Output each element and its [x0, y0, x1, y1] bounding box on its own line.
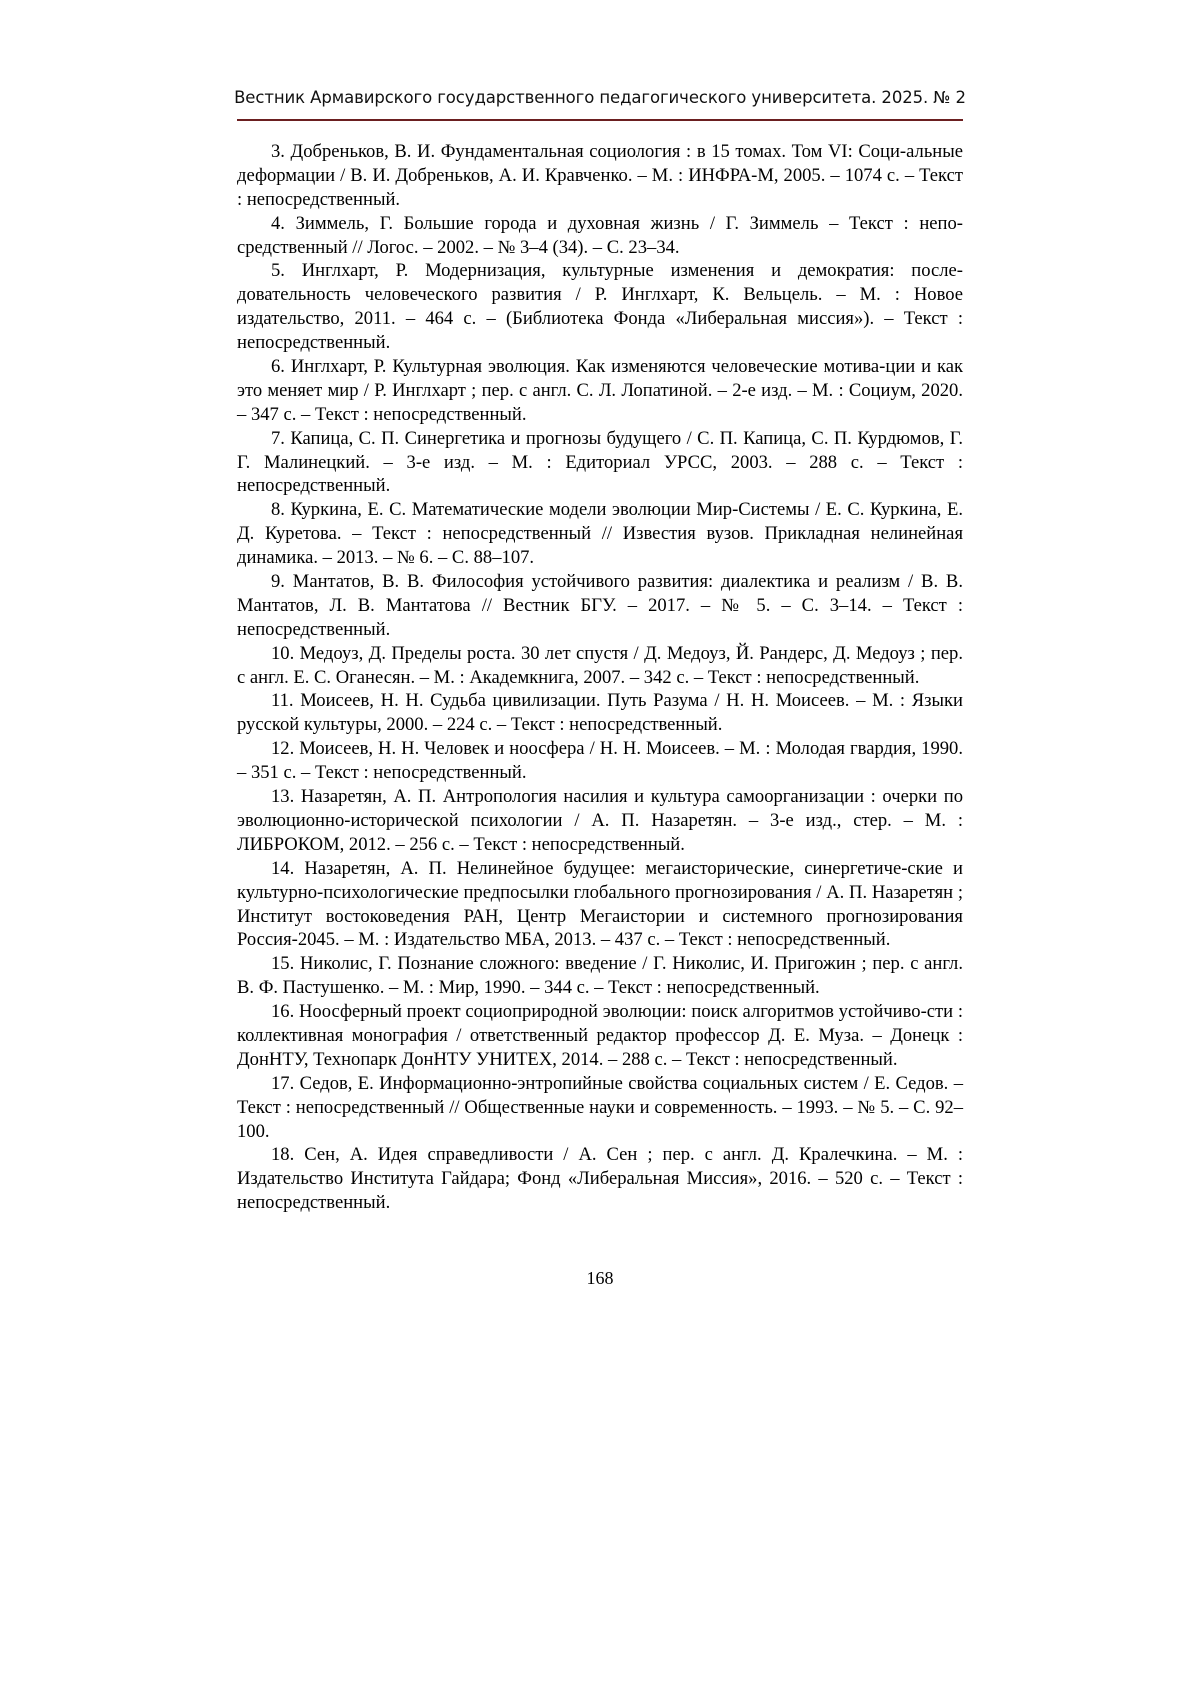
reference-item: 4. Зиммель, Г. Большие города и духовная жизнь / Г. Зиммель – Текст : непо-средственный // Логос. – 2002. – № 3–4 (34). – С. 23–34.	[237, 212, 963, 258]
reference-item: 5. Инглхарт, Р. Модернизация, культурные изменения и демократия: после-довательность человеческого развития / Р. Инглхарт, К. Вельцель. – М. : Новое издательство, 2011. – 464 с. – (Библиотека Фонда «Либеральная миссия»). – Текст : непосредственный.	[237, 260, 963, 354]
reference-item: 10. Медоуз, Д. Пределы роста. 30 лет спустя / Д. Медоуз, Й. Рандерс, Д. Медоуз ; пер. с англ. Е. С. Оганесян. – М. : Академкнига, 2007. – 342 с. – Текст : непосредственный.	[237, 642, 963, 688]
running-head: Вестник Армавирского государственного педагогического университета. 2025. № 2	[234, 88, 966, 107]
reference-item: 12. Моисеев, Н. Н. Человек и ноосфера / Н. Н. Моисеев. – М. : Молодая гвардия, 1990. – 351 с. – Текст : непосредственный.	[237, 738, 963, 784]
header-rule	[237, 119, 963, 121]
reference-item: 8. Куркина, Е. С. Математические модели эволюции Мир-Системы / Е. С. Куркина, Е. Д. Куретова. – Текст : непосредственный // Известия вузов. Прикладная нелинейная динамика. – 2013. – № 6. – С. 88–107.	[237, 499, 963, 569]
reference-item: 18. Сен, А. Идея справедливости / А. Сен ; пер. с англ. Д. Кралечкина. – М. : Издательство Института Гайдара; Фонд «Либеральная Миссия», 2016. – 520 с. – Текст : непосредственный.	[237, 1144, 963, 1214]
reference-item: 9. Мантатов, В. В. Философия устойчивого развития: диалектика и реализм / В. В. Мантатов, Л. В. Мантатова // Вестник БГУ. – 2017. – № 5. – С. 3–14. – Текст : непосредственный.	[237, 571, 963, 640]
reference-item: 7. Капица, С. П. Синергетика и прогнозы будущего / С. П. Капица, С. П. Курдюмов, Г. Г. Малинецкий. – 3-е изд. – М. : Едиториал УРСС, 2003. – 288 с. – Текст : непосредственный.	[237, 427, 963, 497]
reference-item: 15. Николис, Г. Познание сложного: введение / Г. Николис, И. Пригожин ; пер. с англ. В. Ф. Пастушенко. – М. : Мир, 1990. – 344 с. – Текст : непосредственный.	[237, 953, 963, 999]
reference-item: 6. Инглхарт, Р. Культурная эволюция. Как изменяются человеческие мотива-ции и как это меняет мир / Р. Инглхарт ; пер. с англ. С. Л. Лопатиной. – 2-е изд. – М. : Социум, 2020. – 347 с. – Текст : непосредственный.	[237, 356, 963, 425]
reference-item: 14. Назаретян, А. П. Нелинейное будущее: мегаисторические, синергетиче-ские и культурно-психологические предпосылки глобального прогнозирования / А. П. Назаретян ; Институт востоковедения РАН, Центр Мегаистории и системного прогнозирования Россия-2045. – М. : Издательство МБА, 2013. – 437 с. – Текст : непосредственный.	[237, 857, 963, 951]
reference-list	[237, 140, 963, 1215]
reference-item: 17. Седов, Е. Информационно-энтропийные свойства социальных систем / Е. Седов. – Текст : непосредственный // Общественные науки и современность. – 1993. – № 5. – С. 92–100.	[237, 1072, 963, 1142]
reference-item: 3. Добреньков, В. И. Фундаментальная социология : в 15 томах. Том VI: Соци-альные деформации / В. И. Добреньков, А. И. Кравченко. – М. : ИНФРА-М, 2005. – 1074 с. – Текст : непосредственный.	[237, 141, 963, 210]
reference-item: 13. Назаретян, А. П. Антропология насилия и культура самоорганизации : очерки по эволюционно-исторической психологии / А. П. Назаретян. – 3-е изд., стер. – М. : ЛИБРОКОМ, 2012. – 256 с. – Текст : непосредственный.	[237, 786, 963, 855]
page-number: 168	[586, 1268, 614, 1288]
reference-item: 11. Моисеев, Н. Н. Судьба цивилизации. Путь Разума / Н. Н. Моисеев. – М. : Языки русской культуры, 2000. – 224 с. – Текст : непосредственный.	[237, 690, 963, 736]
reference-item: 16. Ноосферный проект социоприродной эволюции: поиск алгоритмов устойчиво-сти : коллективная монография / ответственный редактор профессор Д. Е. Муза. – Донецк : ДонНТУ, Технопарк ДонНТУ УНИТЕХ, 2014. – 288 с. – Текст : непосредственный.	[237, 1001, 963, 1070]
